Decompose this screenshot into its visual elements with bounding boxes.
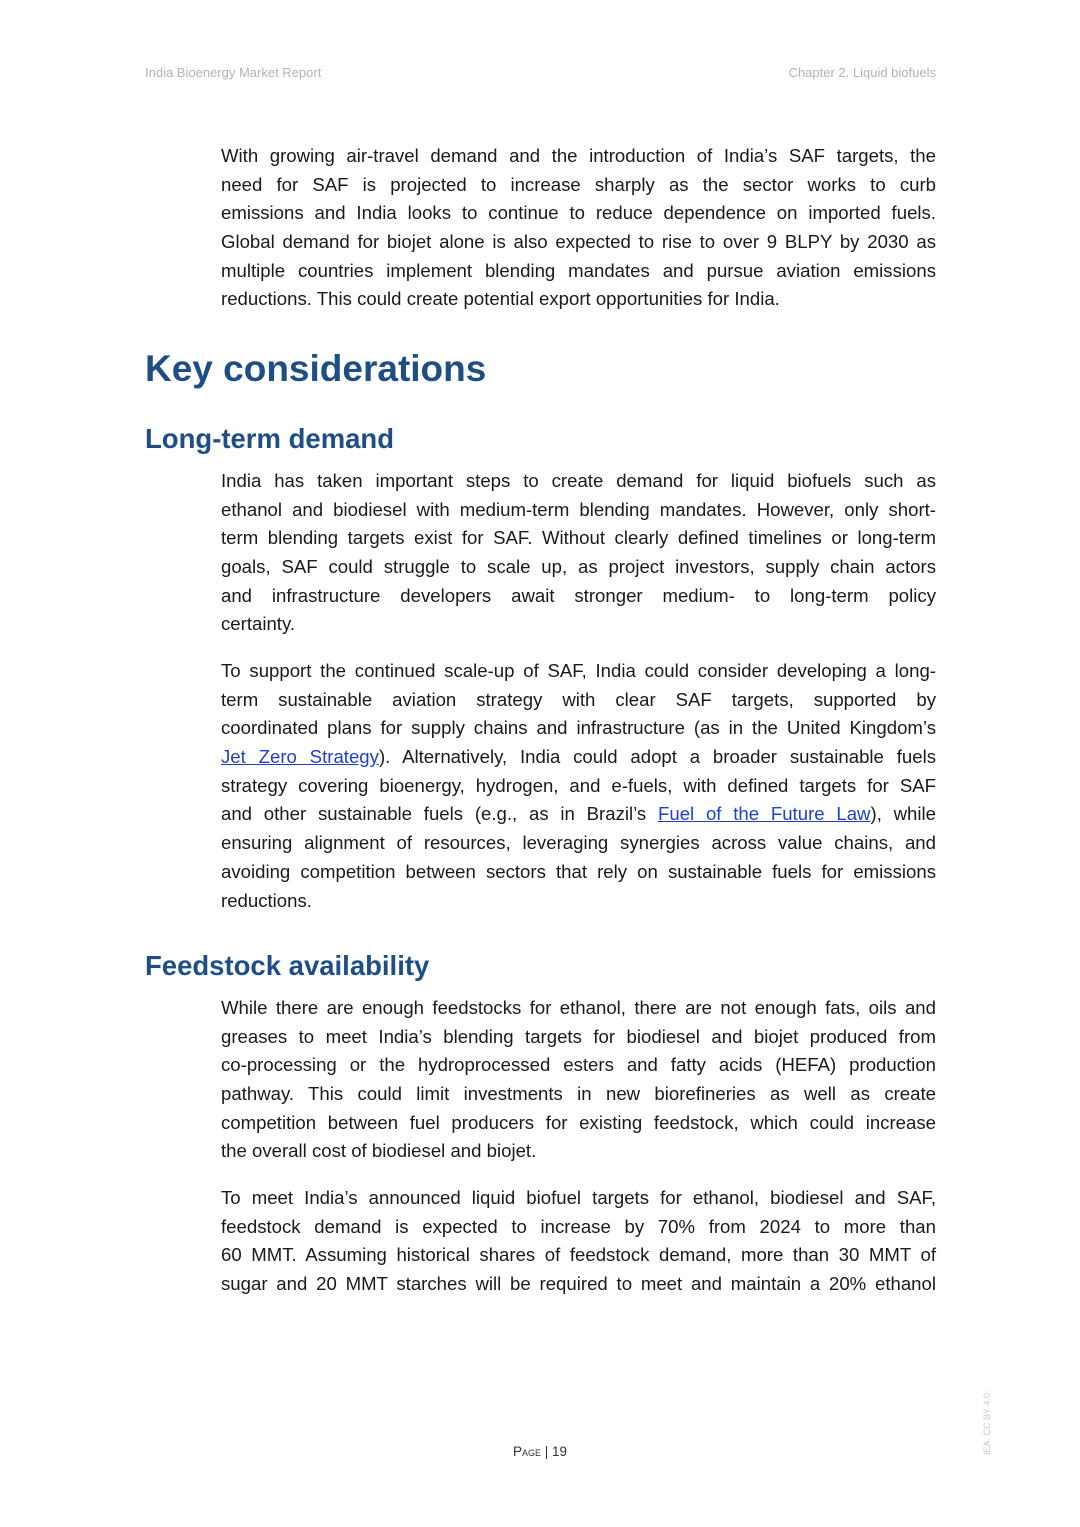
text-line: the overall cost of biodiesel and biojet.: [221, 1140, 537, 1162]
text-line: and infrastructure developers await stronger medium- to long-term policy: [221, 584, 936, 606]
text-line: sugar and 20 MMT starches will be required to meet and maintain a 20% ethanol: [221, 1273, 936, 1295]
text-line: ethanol and biodiesel with medium-term blending mandates. However, only short-: [221, 498, 936, 520]
jet-zero-strategy-link[interactable]: Jet Zero Strategy: [221, 746, 379, 768]
fuel-of-the-future-law-link[interactable]: Fuel of the Future Law: [658, 803, 871, 825]
text-line: To meet India’s announced liquid biofuel targets for ethanol, biodiesel and SAF,: [221, 1187, 936, 1208]
text-line: 60 MMT. Assuming historical shares of feedstock demand, more than 30 MMT of: [221, 1244, 936, 1266]
page-number: 19: [552, 1444, 568, 1459]
text-line: With growing air-travel demand and the introduction of India’s SAF targets, the: [221, 145, 936, 166]
text-line: India has taken important steps to create demand for liquid biofuels such as: [221, 470, 936, 491]
text-line: goals, SAF could struggle to scale up, as project investors, supply chain actors: [221, 556, 936, 578]
text-line: While there are enough feedstocks for ethanol, there are not enough fats, oils and: [221, 997, 936, 1018]
text-line: reductions.: [221, 889, 312, 911]
text-line: strategy covering bioenergy, hydrogen, and e-fuels, with defined targets for SAF: [221, 774, 936, 796]
text-line: multiple countries implement blending mandates and pursue aviation emissions: [221, 259, 936, 281]
text-line: To support the continued scale-up of SAF, India could consider developing a long-: [221, 660, 936, 681]
page-footer: [0, 1444, 1080, 1459]
running-header-chapter: Chapter 2. Liquid biofuels: [788, 65, 936, 80]
text-line: Global demand for biojet alone is also expected to rise to over 9 BLPY by 2030 as: [221, 231, 936, 253]
feedstock-paragraph-1: [221, 994, 936, 1166]
text-line: [221, 743, 936, 772]
long-term-paragraph-1: [221, 467, 936, 639]
text-line: certainty.: [221, 613, 296, 635]
text-line: [221, 800, 936, 829]
text-line: term sustainable aviation strategy with clear SAF targets, supported by: [221, 688, 936, 710]
license-notice: IEA. CC BY 4.0.: [982, 1390, 992, 1455]
section-heading-key-considerations: Key considerations: [145, 348, 487, 389]
text-line: avoiding competition between sectors that rely on sustainable fuels for emissions: [221, 860, 936, 882]
intro-paragraph: [221, 142, 936, 314]
long-term-paragraph-2: [221, 657, 936, 915]
text-fragment: ). Alternatively, India could adopt a broader sustainable fuels: [378, 746, 936, 768]
text-line: co-processing or the hydroprocessed esters and fatty acids (HEFA) production: [221, 1054, 936, 1076]
text-line: ensuring alignment of resources, leveraging synergies across value chains, and: [221, 832, 936, 854]
running-header-title: India Bioenergy Market Report: [145, 65, 322, 80]
subheading-long-term-demand: Long-term demand: [145, 423, 395, 454]
text-line: greases to meet India’s blending targets for biodiesel and biojet produced from: [221, 1025, 936, 1047]
text-line: feedstock demand is expected to increase by 70% from 2024 to more than: [221, 1215, 936, 1237]
text-line: competition between fuel producers for existing feedstock, which could increase: [221, 1111, 936, 1133]
text-line: need for SAF is projected to increase sharply as the sector works to curb: [221, 173, 936, 195]
text-fragment: ), while: [870, 803, 937, 825]
text-fragment: and other sustainable fuels (e.g., as in Brazil’s: [221, 803, 659, 825]
text-line: term blending targets exist for SAF. Without clearly defined timelines or long-term: [221, 527, 936, 549]
page-separator: |: [540, 1444, 552, 1459]
text-line: pathway. This could limit investments in new biorefineries as well as create: [221, 1083, 936, 1105]
page-label: Page: [512, 1444, 541, 1459]
subheading-feedstock-availability: Feedstock availability: [145, 950, 430, 981]
feedstock-paragraph-2: [221, 1184, 936, 1299]
text-line: coordinated plans for supply chains and infrastructure (as in the United Kingdom’s: [221, 717, 936, 739]
text-line: emissions and India looks to continue to reduce dependence on imported fuels.: [221, 202, 936, 224]
text-line: reductions. This could create potential export opportunities for India.: [221, 288, 780, 310]
